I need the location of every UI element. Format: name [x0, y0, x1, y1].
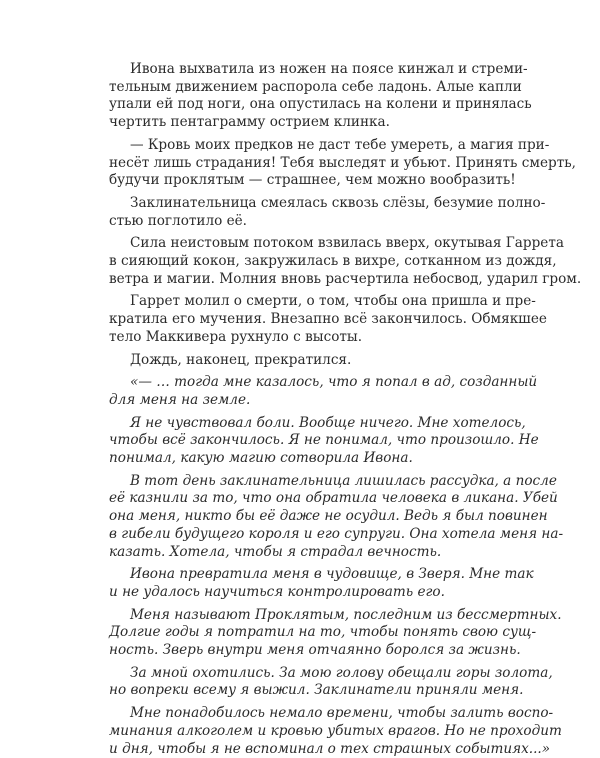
text-line: минания алкоголем и кровью убитых врагов. Но не проходит [109, 722, 562, 739]
text-line: Ивона выхватила из ножен на поясе кинжал и стреми- [130, 61, 528, 77]
text-line: в сияющий кокон, закружилась в вихре, сотканном из дождя, [109, 253, 557, 269]
text-line: ность. Зверь внутри меня отчаянно боролся за жизнь. [109, 642, 521, 658]
text-line: для меня на земле. [109, 391, 251, 408]
text-line: Сила неистовым потоком взвилась вверх, окутывая Гаррета [130, 235, 564, 252]
text-line: Дождь, наконец, прекратился. [130, 351, 352, 368]
text-line: казать. Хотела, чтобы я страдал вечность. [109, 543, 442, 560]
text-line: упали ей под ноги, она опустилась на колени и принялась [109, 96, 532, 113]
text-line: Ивона превратила меня в чудовище, в Зверя. Мне так [130, 566, 534, 583]
text-line: но вопреки всему я выжил. Заклинатели приняли меня. [109, 682, 524, 699]
text-line: она меня, никто бы её даже не осудил. Ведь я был повинен [109, 508, 548, 525]
text-line: понимал, какую магию сотворила Ивона. [109, 450, 413, 466]
text-line: Гаррет молил о смерти, о том, чтобы она пришла и пре- [130, 293, 536, 310]
text-line: и не удалось научиться контролировать его. [109, 583, 445, 600]
text-line: её казнили за то, что она обратила человека в ликана. Убей [109, 490, 558, 507]
text-line: Меня называют Проклятым, последним из бессмертных. [130, 606, 562, 623]
text-line: В тот день заклинательница лишилась рассудка, а после [130, 472, 557, 489]
text-line: тельным движением распорола себе ладонь. Алые капли [109, 78, 522, 95]
text-line: Долгие годы я потратил на то, чтобы понять свою сущ- [109, 624, 537, 641]
text-line: несёт лишь страдания! Тебя выследят и убьют. Принять смерть, [109, 154, 576, 171]
text-line: За мной охотились. За мою голову обещали горы золота, [130, 664, 553, 681]
text-line: стью поглотило её. [109, 212, 248, 229]
text-line: чертить пентаграмму острием клинка. [109, 114, 390, 131]
text-line: будучи проклятым — страшнее, чем можно вообразить! [109, 172, 516, 189]
text-line: и дня, чтобы я не вспоминал о тех страшных событиях...» [109, 740, 551, 757]
text-line: чтобы всё закончилось. Я не понимал, что произошло. Не [109, 432, 539, 449]
text-line: Я не чувствовал боли. Вообще ничего. Мне хотелось, [130, 414, 526, 431]
text-line: кратила его мучения. Внезапно всё закончилось. Обмякшее [109, 311, 547, 328]
text-line: в гибели будущего короля и его супруги. Она хотела меня на- [109, 525, 564, 542]
text-line: Мне понадобилось немало времени, чтобы залить воспо- [130, 705, 554, 722]
text-line: — Кровь моих предков не даст тебе умереть, а магия при- [130, 136, 550, 153]
text-line: Заклинательница смеялась сквозь слёзы, безумие полно- [130, 194, 546, 211]
text-line: «— … тогда мне казалось, что я попал в ад, созданный [130, 374, 538, 391]
text-line: тело Маккивера рухнуло с высоты. [109, 328, 363, 345]
text-line: ветра и магии. Молния вновь расчертила небосвод, ударил гром. [109, 270, 582, 287]
